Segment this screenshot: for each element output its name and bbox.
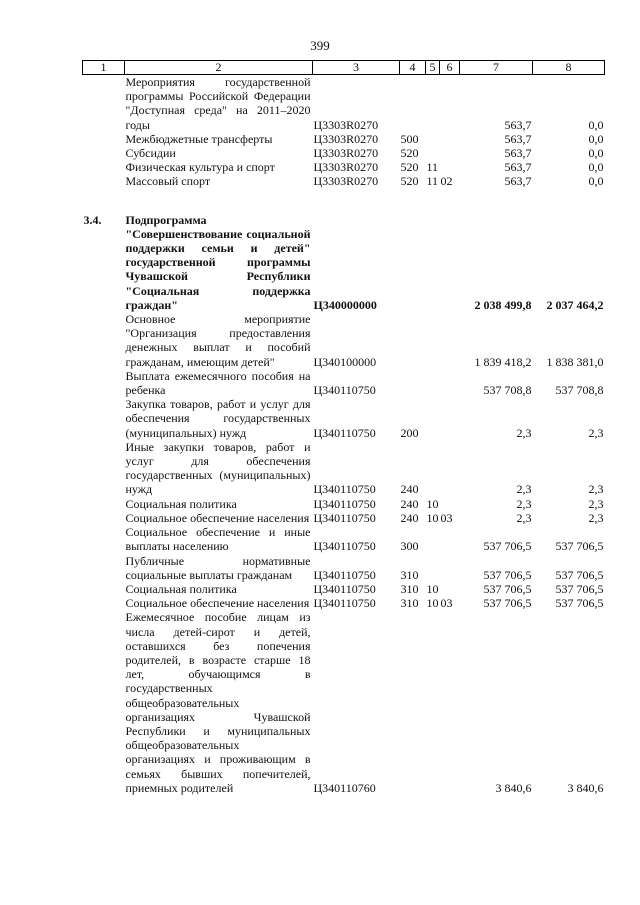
target-code: Ц340110750 xyxy=(313,425,376,440)
section-number xyxy=(83,440,125,497)
amount-col7: 563,7 xyxy=(504,174,532,189)
amount-col8: 537 708,8 xyxy=(555,383,604,398)
target-code: Ц340110750 xyxy=(313,496,376,511)
target-code: Ц340110750 xyxy=(313,539,376,554)
target-code: Ц3303R0270 xyxy=(313,131,379,146)
amount-col8: 1 838 381,0 xyxy=(546,354,604,369)
expense-type xyxy=(400,610,426,795)
amount-col8: 2,3 xyxy=(588,425,604,440)
item-name: Массовый спорт xyxy=(125,174,211,189)
section-number xyxy=(83,511,125,525)
table-row xyxy=(83,610,605,795)
amount-col7: 3 840,6 xyxy=(495,780,532,795)
section-number xyxy=(83,160,125,174)
table-row xyxy=(83,160,605,174)
section-number xyxy=(83,525,125,553)
target-code: Ц3303R0270 xyxy=(313,160,379,175)
target-code: Ц340110750 xyxy=(313,596,376,611)
subsection-code xyxy=(440,312,460,369)
amount-col8: 537 706,5 xyxy=(555,567,604,582)
target-code: Ц340110750 xyxy=(313,581,376,596)
expense-type xyxy=(400,312,426,369)
page-number: 399 xyxy=(310,38,330,53)
section-code: 10 xyxy=(426,510,439,525)
table-row xyxy=(83,554,605,582)
amount-col7: 537 706,5 xyxy=(483,596,532,611)
item-name: Иные закупки товаров, работ и услуг для обеспечения государственных (муниципальных) нужд xyxy=(125,439,311,497)
section-number xyxy=(83,369,125,397)
budget-table xyxy=(82,60,605,795)
spacer-row xyxy=(83,189,605,213)
subsection-code: 03 xyxy=(440,596,453,611)
section-number xyxy=(83,554,125,582)
section-code: 10 xyxy=(426,581,439,596)
amount-col8: 0,0 xyxy=(588,174,604,189)
expense-type: 300 xyxy=(400,539,419,554)
header-cell: 2 xyxy=(125,61,313,75)
table-header-row xyxy=(83,61,605,75)
amount-col8: 537 706,5 xyxy=(555,539,604,554)
expense-type: 240 xyxy=(400,482,419,497)
section-code: 11 xyxy=(426,160,439,175)
target-code: Ц3303R0270 xyxy=(313,174,379,189)
amount-col8: 0,0 xyxy=(588,160,604,175)
item-name: Субсидии xyxy=(125,146,176,161)
amount-col7: 563,7 xyxy=(504,146,532,161)
subsection-code xyxy=(440,497,460,511)
subsection-code xyxy=(440,213,460,312)
table-row xyxy=(83,525,605,553)
section-code xyxy=(426,525,440,553)
table-row xyxy=(83,440,605,497)
expense-type: 520 xyxy=(400,160,419,175)
subsection-code xyxy=(440,582,460,596)
header-cell: 6 xyxy=(440,61,460,75)
item-name: Социальная политика xyxy=(125,496,237,511)
table-row xyxy=(83,132,605,146)
amount-col7: 537 708,8 xyxy=(483,383,532,398)
expense-type xyxy=(400,75,426,132)
amount-col8: 537 706,5 xyxy=(555,596,604,611)
item-name: Закупка товаров, работ и услуг для обеспечения государственных (муниципальных) нужд xyxy=(125,397,311,440)
header-cell: 1 xyxy=(83,61,125,75)
table-row xyxy=(83,397,605,440)
subsection-code xyxy=(440,369,460,397)
expense-type: 240 xyxy=(400,496,419,511)
section-number xyxy=(83,397,125,440)
expense-type: 200 xyxy=(400,425,419,440)
table-row xyxy=(83,497,605,511)
header-cell: 3 xyxy=(313,61,400,75)
expense-type xyxy=(400,213,426,312)
table-row xyxy=(83,146,605,160)
table-row xyxy=(83,511,605,525)
section-code xyxy=(426,610,440,795)
header-cell: 4 xyxy=(400,61,426,75)
subsection-code xyxy=(440,554,460,582)
item-name: Социальная политика xyxy=(125,581,237,596)
amount-col8: 2,3 xyxy=(588,482,604,497)
section-number: 3.4. xyxy=(83,212,102,227)
amount-col7: 537 706,5 xyxy=(483,581,532,596)
amount-col8: 0,0 xyxy=(588,117,604,132)
section-number xyxy=(83,312,125,369)
subsection-code xyxy=(440,440,460,497)
amount-col7: 563,7 xyxy=(504,131,532,146)
section-code xyxy=(426,369,440,397)
subsection-code xyxy=(440,132,460,146)
amount-col8: 2,3 xyxy=(588,510,604,525)
amount-col7: 2,3 xyxy=(516,482,532,497)
amount-col8: 2,3 xyxy=(588,496,604,511)
subsection-code xyxy=(440,525,460,553)
item-name: Физическая культура и спорт xyxy=(125,160,275,175)
section-code xyxy=(426,397,440,440)
item-name: Выплата ежемесячного пособия на ребенка xyxy=(125,368,311,398)
section-code xyxy=(426,146,440,160)
target-code: Ц340110760 xyxy=(313,780,376,795)
amount-col7: 537 706,5 xyxy=(483,539,532,554)
header-cell: 8 xyxy=(533,61,605,75)
section-code xyxy=(426,132,440,146)
target-code: Ц340110750 xyxy=(313,482,376,497)
item-name: Основное мероприятие "Организация предоставления денежных выплат и пособий гражданам, имеющим детей" xyxy=(125,312,311,369)
target-code: Ц340110750 xyxy=(313,383,376,398)
item-name: Социальное обеспечение населения xyxy=(125,510,310,525)
item-name: Мероприятия государственной программы Российской Федерации "Доступная среда" на 2011–2020 годы xyxy=(125,75,311,132)
item-name: Подпрограмма "Совершенствование социальной поддержки семьи и детей" государственной программы Чувашской Республики "Социальная поддержка граждан" xyxy=(125,212,311,312)
amount-col7: 1 839 418,2 xyxy=(474,354,532,369)
expense-type: 520 xyxy=(400,146,419,161)
subsection-code xyxy=(440,75,460,132)
subsection-code: 02 xyxy=(440,174,453,189)
amount-col7: 2,3 xyxy=(516,510,532,525)
table-row xyxy=(83,174,605,188)
section-code xyxy=(426,312,440,369)
expense-type: 310 xyxy=(400,596,419,611)
amount-col8: 0,0 xyxy=(588,146,604,161)
header-cell: 5 xyxy=(426,61,440,75)
section-number xyxy=(83,146,125,160)
amount-col8: 3 840,6 xyxy=(567,780,604,795)
item-name: Межбюджетные трансферты xyxy=(125,131,273,146)
amount-col7: 563,7 xyxy=(504,117,532,132)
expense-type: 240 xyxy=(400,510,419,525)
section-code xyxy=(426,440,440,497)
target-code: Ц3303R0270 xyxy=(313,117,379,132)
amount-col7: 2,3 xyxy=(516,425,532,440)
expense-type: 500 xyxy=(400,131,419,146)
expense-type xyxy=(400,369,426,397)
target-code: Ц340000000 xyxy=(313,297,377,312)
section-code: 10 xyxy=(426,496,439,511)
amount-col7: 2 038 499,8 xyxy=(474,297,532,312)
subsection-code: 03 xyxy=(440,510,453,525)
table-row xyxy=(83,582,605,596)
section-code xyxy=(426,213,440,312)
amount-col7: 563,7 xyxy=(504,160,532,175)
expense-type: 310 xyxy=(400,567,419,582)
table-row xyxy=(83,596,605,610)
expense-type: 310 xyxy=(400,581,419,596)
amount-col8: 537 706,5 xyxy=(555,581,604,596)
amount-col8: 0,0 xyxy=(588,131,604,146)
section-number xyxy=(83,610,125,795)
subsection-code xyxy=(440,160,460,174)
header-cell: 7 xyxy=(460,61,533,75)
item-name: Публичные нормативные социальные выплаты гражданам xyxy=(125,553,311,582)
table-row xyxy=(83,369,605,397)
subsection-code xyxy=(440,610,460,795)
table-row xyxy=(83,312,605,369)
amount-col7: 2,3 xyxy=(516,496,532,511)
target-code: Ц340110750 xyxy=(313,510,376,525)
section-code xyxy=(426,554,440,582)
target-code: Ц340100000 xyxy=(313,354,377,369)
amount-col7: 537 706,5 xyxy=(483,567,532,582)
section-number xyxy=(83,132,125,146)
subsection-code xyxy=(440,146,460,160)
section-number xyxy=(83,582,125,596)
section-code xyxy=(426,75,440,132)
section-code: 10 xyxy=(426,596,439,611)
section-number xyxy=(83,174,125,188)
subsection-code xyxy=(440,397,460,440)
table-row xyxy=(83,75,605,132)
item-name: Ежемесячное пособие лицам из числа детей-сирот и детей, оставшихся без попечения родителей, в возрасте старше 18 лет, обучающимся в государственных общеобразовательных организациях Чувашской Республики и муниципальных общеобразовательных организациях и проживающим в семьях бывших попечителей, приемных родителей xyxy=(125,610,311,795)
section-number xyxy=(83,497,125,511)
amount-col8: 2 037 464,2 xyxy=(546,297,604,312)
section-number xyxy=(83,596,125,610)
expense-type: 520 xyxy=(400,174,419,189)
target-code: Ц340110750 xyxy=(313,567,376,582)
item-name: Социальное обеспечение и иные выплаты населению xyxy=(125,525,311,554)
subprogram-row xyxy=(83,213,605,312)
item-name: Социальное обеспечение населения xyxy=(125,596,310,611)
section-code: 11 xyxy=(426,174,439,189)
section-number xyxy=(83,75,125,132)
target-code: Ц3303R0270 xyxy=(313,146,379,161)
